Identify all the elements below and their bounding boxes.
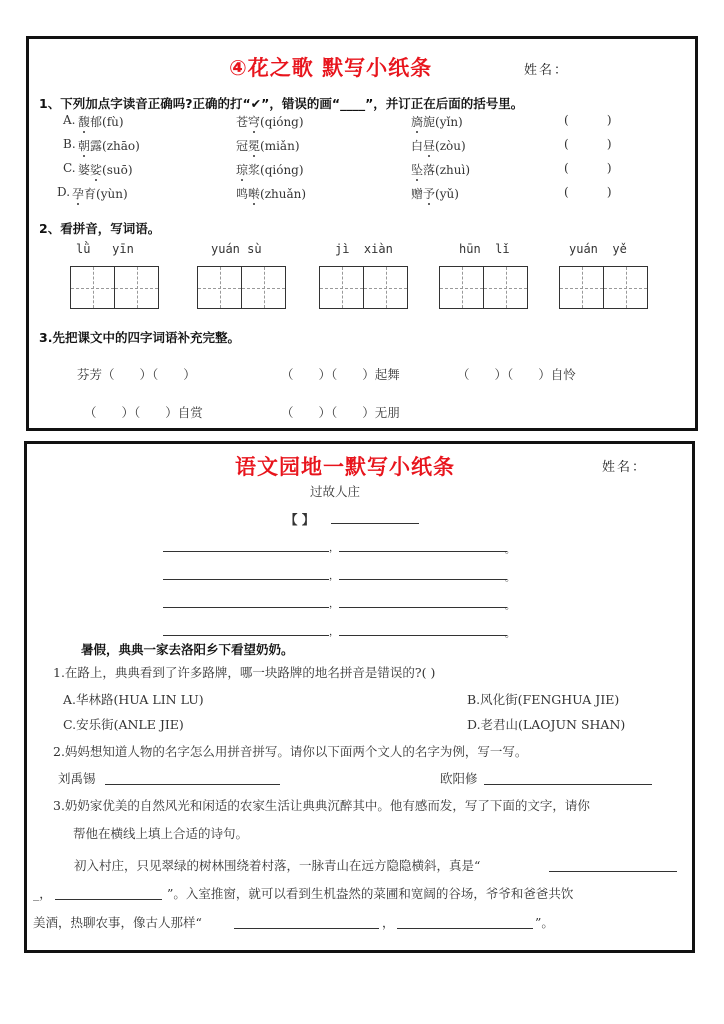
pinyin-reading: (fù) xyxy=(102,115,124,129)
dotted-character: 旖 xyxy=(411,115,424,129)
name-1-label: 刘禹锡 xyxy=(58,771,96,786)
dotted-character: 啭 xyxy=(248,187,261,201)
option-c[interactable]: C.安乐街(ANLE JIE) xyxy=(63,717,184,732)
comma: ， xyxy=(329,627,339,638)
dictation-card-flower-song xyxy=(26,36,698,431)
paragraph-comma: ， xyxy=(382,915,395,930)
word-with-pinyin xyxy=(411,137,466,154)
idiom-blank-4[interactable]: （ ）（ ）自赏 xyxy=(84,405,203,420)
dotted-character: 冕 xyxy=(248,139,261,153)
dotted-character: 昼 xyxy=(423,139,436,153)
dotted-character: 琼 xyxy=(236,163,249,177)
poem-line-blank[interactable] xyxy=(339,624,507,636)
character: 赠 xyxy=(411,187,424,201)
word-with-pinyin xyxy=(78,161,133,178)
writing-grid[interactable] xyxy=(559,266,648,309)
word-with-pinyin xyxy=(236,185,306,202)
dotted-character: 娑 xyxy=(90,163,103,177)
name-2-label: 欧阳修 xyxy=(440,771,478,786)
paragraph-line-3-start: 美酒，热聊农事，像古人那样“ xyxy=(33,915,202,930)
dotted-character: 坠 xyxy=(411,163,424,177)
word-with-pinyin xyxy=(236,113,304,130)
correction-parentheses[interactable]: ( ) xyxy=(564,185,612,199)
pinyin-prompt: jì xiàn xyxy=(335,242,393,256)
name-label: 姓名： xyxy=(524,63,570,78)
pinyin-reading: (suō) xyxy=(102,163,133,177)
dotted-character: 孕 xyxy=(72,187,85,201)
comma: ， xyxy=(329,599,339,610)
word-with-pinyin xyxy=(411,185,459,202)
idiom-blank-3[interactable]: （ ）（ ）自怜 xyxy=(457,367,576,382)
writing-grid[interactable] xyxy=(439,266,528,309)
word-with-pinyin xyxy=(411,161,470,178)
character: 白 xyxy=(411,139,424,153)
verse-blank-4[interactable] xyxy=(397,913,533,929)
idiom-blank-1[interactable]: 芬芳（ ）（ ） xyxy=(77,367,196,382)
dotted-character: 朝 xyxy=(78,139,91,153)
word-with-pinyin xyxy=(78,113,124,130)
poem-line-blank[interactable] xyxy=(163,624,329,636)
question-3-prompt: 3.先把课文中的四字词语补充完整。 xyxy=(39,330,240,345)
correction-parentheses[interactable]: ( ) xyxy=(564,161,612,175)
character: 育 xyxy=(84,187,97,201)
question-2-prompt: 2.妈妈想知道人物的名字怎么用拼音拼写。请你以下面两个文人的名字为例，写一写。 xyxy=(53,744,528,759)
pinyin-reading: (qióng) xyxy=(260,163,304,177)
writing-cell[interactable] xyxy=(198,267,241,308)
period: 。 xyxy=(505,573,515,584)
pinyin-reading: (qióng) xyxy=(260,115,304,129)
character: 露 xyxy=(90,139,103,153)
word-with-pinyin xyxy=(78,137,140,154)
correction-parentheses[interactable]: ( ) xyxy=(564,113,612,127)
poem-line-blank[interactable] xyxy=(339,596,507,608)
option-b[interactable]: B.风化街(FENGHUA JIE) xyxy=(467,692,620,707)
pinyin-reading: (zhuǎn) xyxy=(260,187,307,201)
idiom-blank-2[interactable]: （ ）（ ）起舞 xyxy=(281,367,400,382)
name-label: 姓名： xyxy=(602,460,648,475)
pinyin-reading: (zhāo) xyxy=(102,139,140,153)
word-with-pinyin xyxy=(72,185,128,202)
writing-grid[interactable] xyxy=(70,266,159,309)
author-bracket[interactable]: 【 】 xyxy=(285,512,315,527)
option-letter: D. xyxy=(57,185,71,199)
paragraph-line-2-end: ”。入室推窗，就可以看到生机盎然的菜圃和宽阔的谷场，爷爷和爸爸共饮 xyxy=(167,886,574,901)
dotted-character: 予 xyxy=(423,187,436,201)
option-d[interactable]: D.老君山(LAOJUN SHAN) xyxy=(467,717,626,732)
character: 落 xyxy=(423,163,436,177)
poem-line-blank[interactable] xyxy=(339,568,507,580)
question-1-prompt: 1.在路上，典典看到了许多路牌，哪一块路牌的地名拼音是错误的?( ) xyxy=(53,665,436,680)
writing-grid[interactable] xyxy=(319,266,408,309)
correction-parentheses[interactable]: ( ) xyxy=(564,137,612,151)
paragraph-line-1: 初入村庄，只见翠绿的树林围绕着村落，一脉青山在远方隐隐横斜，真是“ xyxy=(74,858,481,873)
poem-line-blank[interactable] xyxy=(163,596,329,608)
verse-blank-3[interactable] xyxy=(234,913,379,929)
option-letter: A. xyxy=(63,113,76,127)
comma: ， xyxy=(329,571,339,582)
character: 苍 xyxy=(236,115,249,129)
verse-blank-1[interactable] xyxy=(549,856,677,872)
dotted-character: 穹 xyxy=(248,115,261,129)
character: 婆 xyxy=(78,163,91,177)
writing-cell[interactable] xyxy=(363,267,407,308)
period: 。 xyxy=(505,629,515,640)
writing-grid[interactable] xyxy=(197,266,286,309)
pinyin-reading: (yǐn) xyxy=(435,115,463,129)
pinyin-reading: (yǔ) xyxy=(435,187,459,201)
option-letter: B. xyxy=(63,137,76,151)
writing-cell[interactable] xyxy=(560,267,603,308)
pinyin-reading: (yùn) xyxy=(96,187,128,201)
option-letter: C. xyxy=(63,161,76,175)
writing-cell[interactable] xyxy=(71,267,114,308)
pinyin-prompt: yuán sù xyxy=(211,242,262,256)
writing-cell[interactable] xyxy=(320,267,363,308)
word-with-pinyin xyxy=(411,113,463,130)
pinyin-reading: (miǎn) xyxy=(260,139,300,153)
name-1-pinyin-line[interactable] xyxy=(105,769,280,785)
poem-line-blank[interactable] xyxy=(163,540,329,552)
character: 郁 xyxy=(90,115,103,129)
writing-cell[interactable] xyxy=(114,267,158,308)
poem-line-blank[interactable] xyxy=(339,540,507,552)
character: 浆 xyxy=(248,163,261,177)
character: 冠 xyxy=(236,139,249,153)
name-2-pinyin-line[interactable] xyxy=(484,769,652,785)
story-intro: 暑假，典典一家去洛阳乡下看望奶奶。 xyxy=(81,642,294,657)
period: 。 xyxy=(505,545,515,556)
dictation-card-language-garden xyxy=(24,441,695,953)
word-with-pinyin xyxy=(236,161,304,178)
character: 鸣 xyxy=(236,187,249,201)
writing-cell[interactable] xyxy=(241,267,285,308)
poem-line-blank[interactable] xyxy=(163,568,329,580)
dotted-character: 馥 xyxy=(78,115,91,129)
pinyin-reading: (zòu) xyxy=(435,139,466,153)
pinyin-reading: (zhuì) xyxy=(435,163,471,177)
pinyin-prompt: lǜ yīn xyxy=(76,242,134,256)
card-title: 语文园地一默写小纸条 xyxy=(235,455,455,479)
word-with-pinyin xyxy=(236,137,300,154)
pinyin-prompt: hūn lǐ xyxy=(459,242,510,256)
verse-blank-2[interactable] xyxy=(55,884,162,900)
character: 旎 xyxy=(423,115,436,129)
paragraph-line-3-end: ”。 xyxy=(535,915,554,930)
writing-cell[interactable] xyxy=(483,267,527,308)
period: 。 xyxy=(505,601,515,612)
poem-title: 过故人庄 xyxy=(310,484,361,499)
question-3-prompt-line-2: 帮他在横线上填上合适的诗句。 xyxy=(73,826,249,841)
card-title: ④花之歌 默写小纸条 xyxy=(229,56,433,80)
comma: ， xyxy=(329,543,339,554)
writing-cell[interactable] xyxy=(603,267,647,308)
question-1-prompt: 1、下列加点字读音正确吗?正确的打“✔”，错误的画“____”，并订正在后面的括号里。 xyxy=(39,96,524,111)
writing-cell[interactable] xyxy=(440,267,483,308)
author-line[interactable] xyxy=(331,510,419,524)
option-a[interactable]: A.华林路(HUA LIN LU) xyxy=(63,692,204,707)
paragraph-line-2-start: _， xyxy=(33,886,52,901)
question-2-prompt: 2、看拼音，写词语。 xyxy=(39,221,161,236)
question-3-prompt-line-1: 3.奶奶家优美的自然风光和闲适的农家生活让典典沉醉其中。他有感而发，写了下面的文字，请你 xyxy=(53,798,590,813)
pinyin-prompt: yuán yě xyxy=(569,242,627,256)
idiom-blank-5[interactable]: （ ）（ ）无朋 xyxy=(281,405,400,420)
